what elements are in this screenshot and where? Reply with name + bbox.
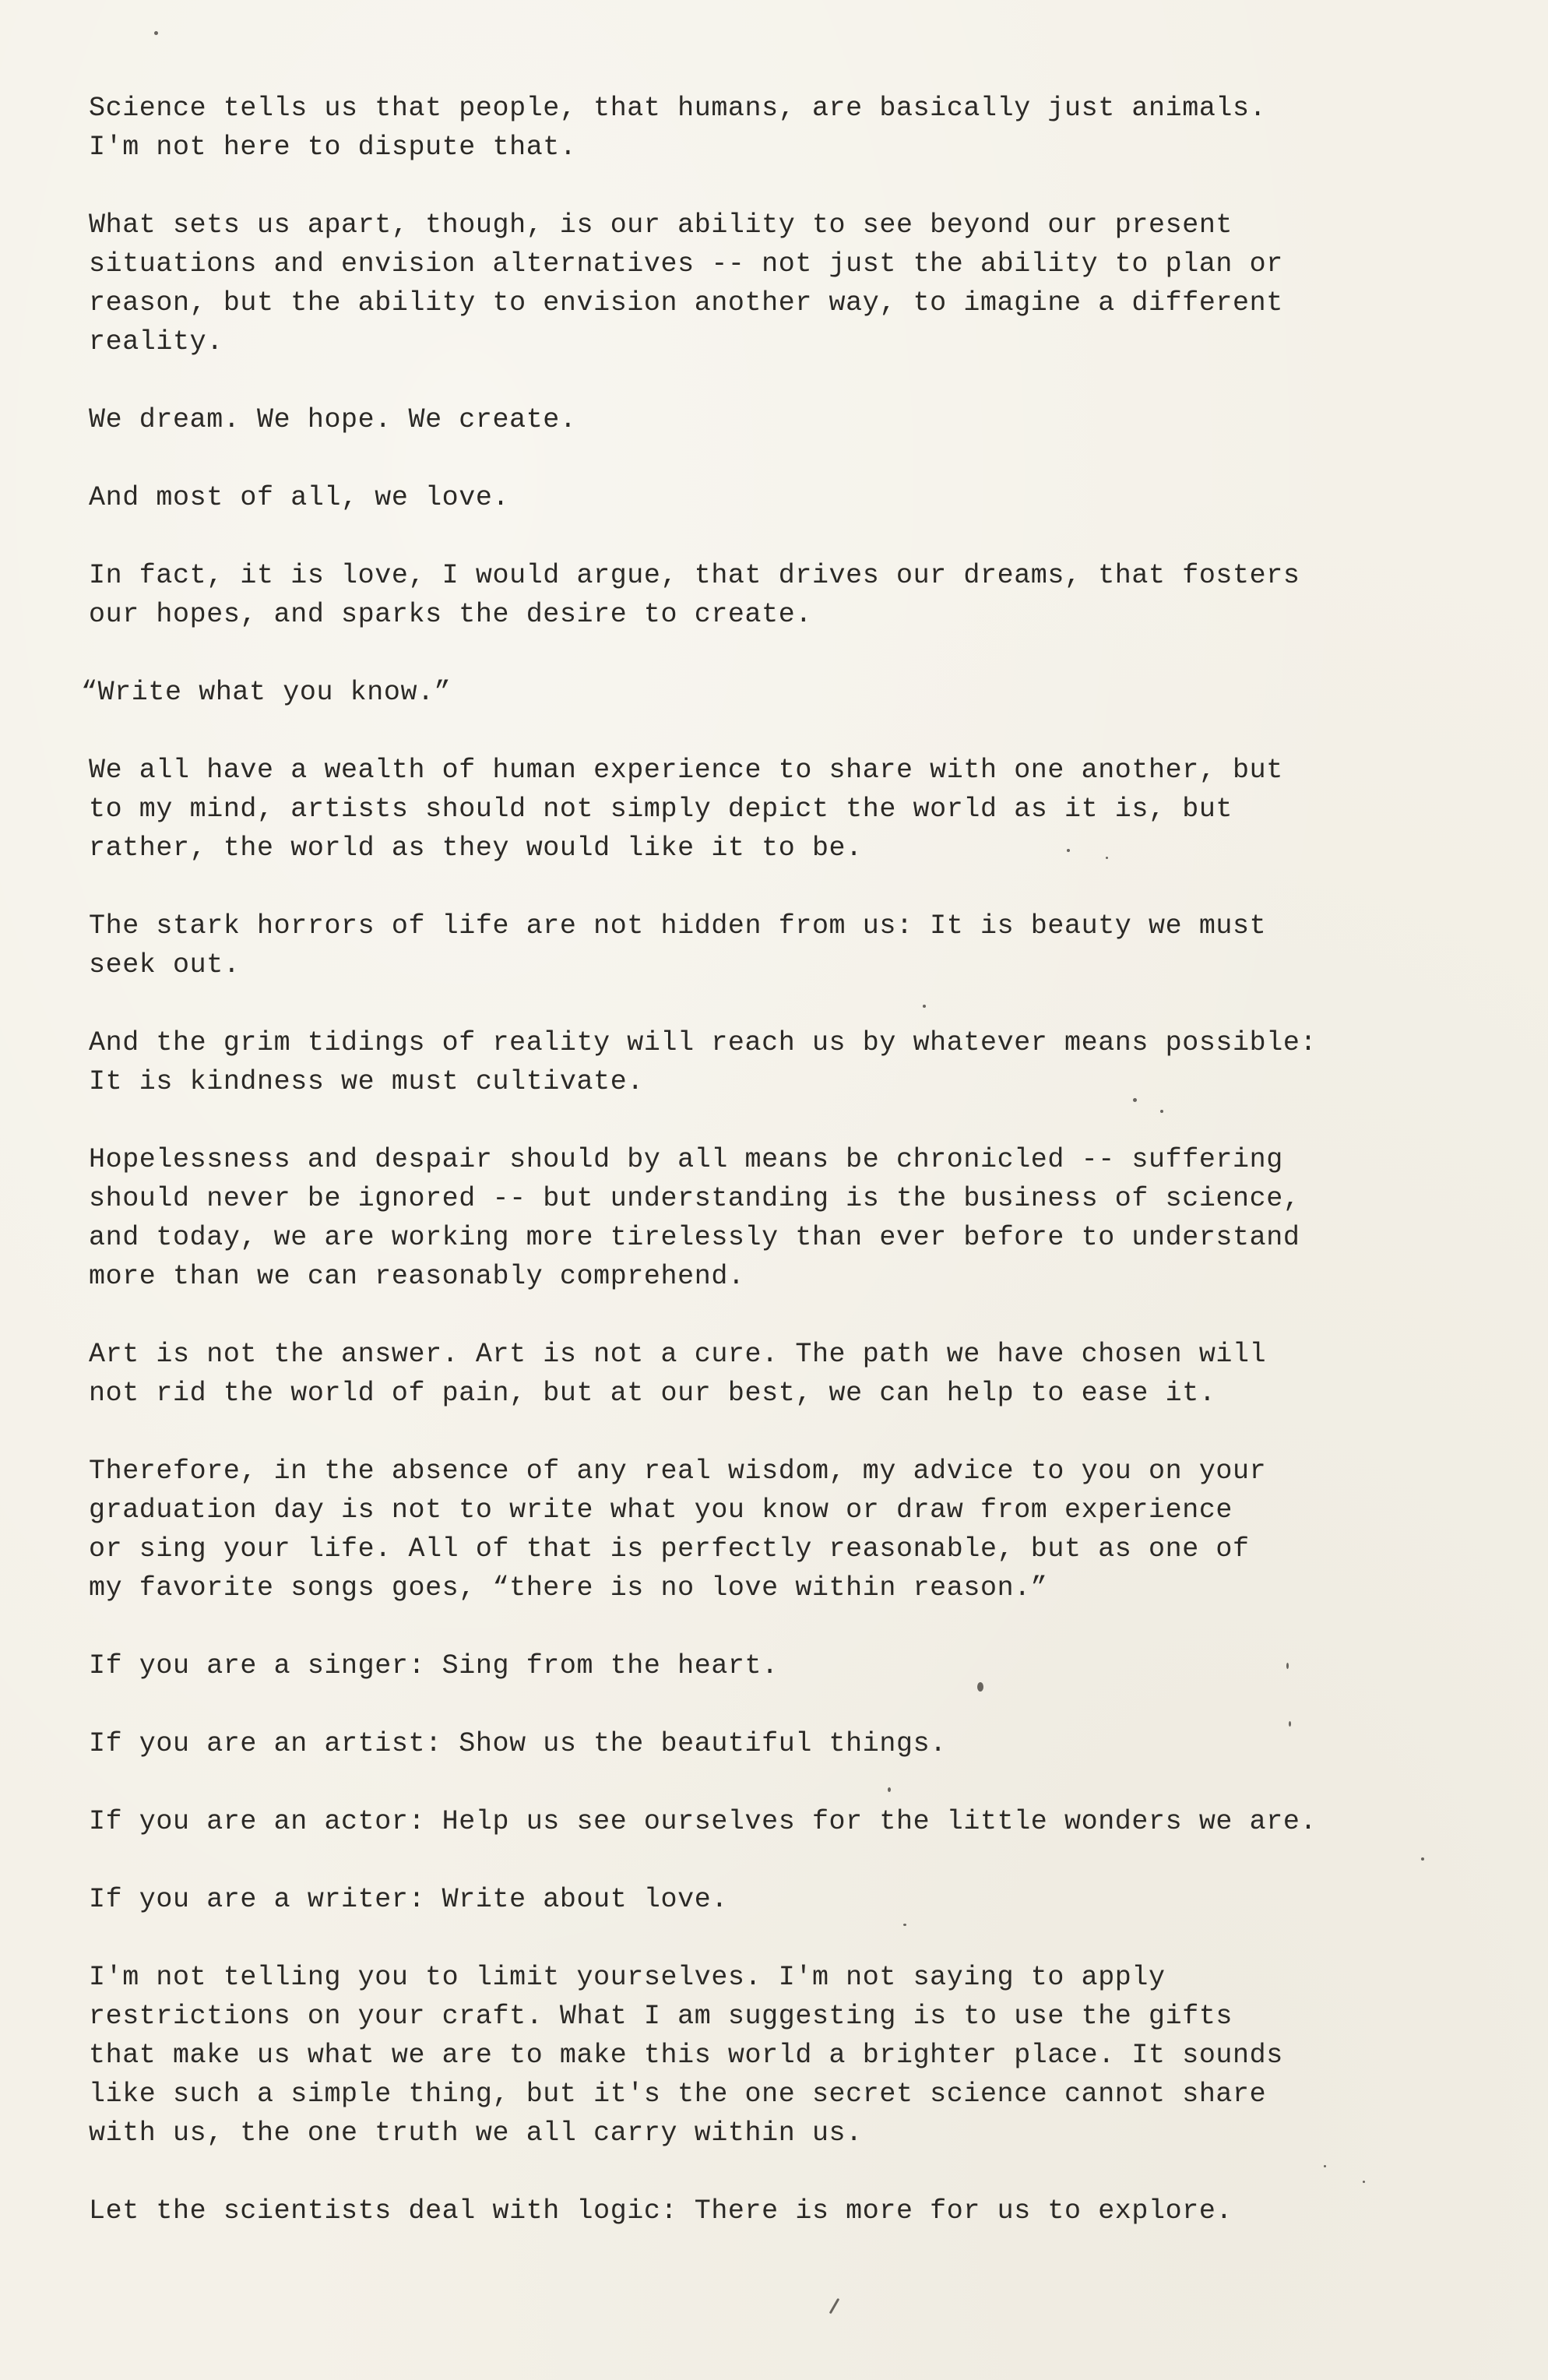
paragraph-sets-apart: What sets us apart, though, is our ability to see beyond our present situations and envision alternatives -- not just the ability to plan or reason, but the ability to envision another way, to imagine a different reality.: [89, 209, 1283, 357]
paragraph-not-limit: I'm not telling you to limit yourselves. I'm not saying to apply restrictions on your craft. What I am suggesting is to use the gifts that make us what we are to make this world a brighter place. It sounds like such a simple thing, but it's the one secret science cannot share with us, the one truth we all carry within us.: [89, 1962, 1283, 2149]
paper-speck: [1133, 1098, 1137, 1102]
paragraph-dream: We dream. We hope. We create.: [89, 404, 577, 435]
paper-speck: [888, 1787, 891, 1792]
paragraph-artist: If you are an artist: Show us the beautiful things.: [89, 1728, 947, 1759]
paper-speck: [1286, 1663, 1289, 1669]
paragraph-wealth: We all have a wealth of human experience to share with one another, but to my mind, artists should not simply depict the world as it is, but rather, the world as they would like it to be.: [89, 755, 1283, 864]
paper-speck: [1421, 1857, 1424, 1861]
paragraph-actor: If you are an actor: Help us see ourselves for the little wonders we are.: [89, 1806, 1318, 1837]
paragraph-love: And most of all, we love.: [89, 482, 510, 513]
paper-speck: [903, 1924, 906, 1926]
paragraph-in-fact: In fact, it is love, I would argue, that drives our dreams, that fosters our hopes, and sparks the desire to create.: [89, 560, 1300, 630]
paragraph-art-not-answer: Art is not the answer. Art is not a cure. The path we have chosen will not rid the world of pain, but at our best, we can help to ease it.: [89, 1339, 1267, 1409]
paper-speck: [923, 1005, 926, 1008]
paper-speck: [1160, 1110, 1163, 1113]
paper-speck: [977, 1682, 983, 1692]
paper-speck: [154, 31, 158, 35]
paper-speck: [829, 2298, 840, 2315]
paragraph-science: Science tells us that people, that humans, are basically just animals. I'm not here to dispute that.: [89, 93, 1267, 163]
paragraph-write-what-you-know: “Write what you know.”: [81, 677, 452, 708]
paper-speck: [1363, 2181, 1365, 2183]
paragraph-singer: If you are a singer: Sing from the heart.: [89, 1650, 779, 1681]
paragraph-therefore: Therefore, in the absence of any real wisdom, my advice to you on your graduation day is not to write what you know or draw from experience or sing your life. All of that is perfectly reasonable, but as one of my favorite songs goes, “there is no love within reason.”: [89, 1456, 1267, 1604]
paper-speck: [1106, 857, 1108, 859]
paragraph-hopelessness: Hopelessness and despair should by all means be chronicled -- suffering should never be ignored -- but understanding is the business of science, and today, we are working more tirelessly than ever before to understand more than we can reasonably comprehend.: [89, 1144, 1300, 1292]
paper-speck: [1324, 2165, 1326, 2167]
paragraph-scientists-logic: Let the scientists deal with logic: There is more for us to explore.: [89, 2195, 1233, 2227]
paper-speck: [1289, 1721, 1291, 1727]
paragraph-writer: If you are a writer: Write about love.: [89, 1884, 728, 1915]
paper-speck: [1067, 849, 1070, 852]
paragraph-stark-horrors: The stark horrors of life are not hidden from us: It is beauty we must seek out.: [89, 910, 1267, 981]
paragraph-grim-tidings: And the grim tidings of reality will reach us by whatever means possible: It is kindness we must cultivate.: [89, 1027, 1318, 1097]
document-body: [81, 89, 1475, 2230]
